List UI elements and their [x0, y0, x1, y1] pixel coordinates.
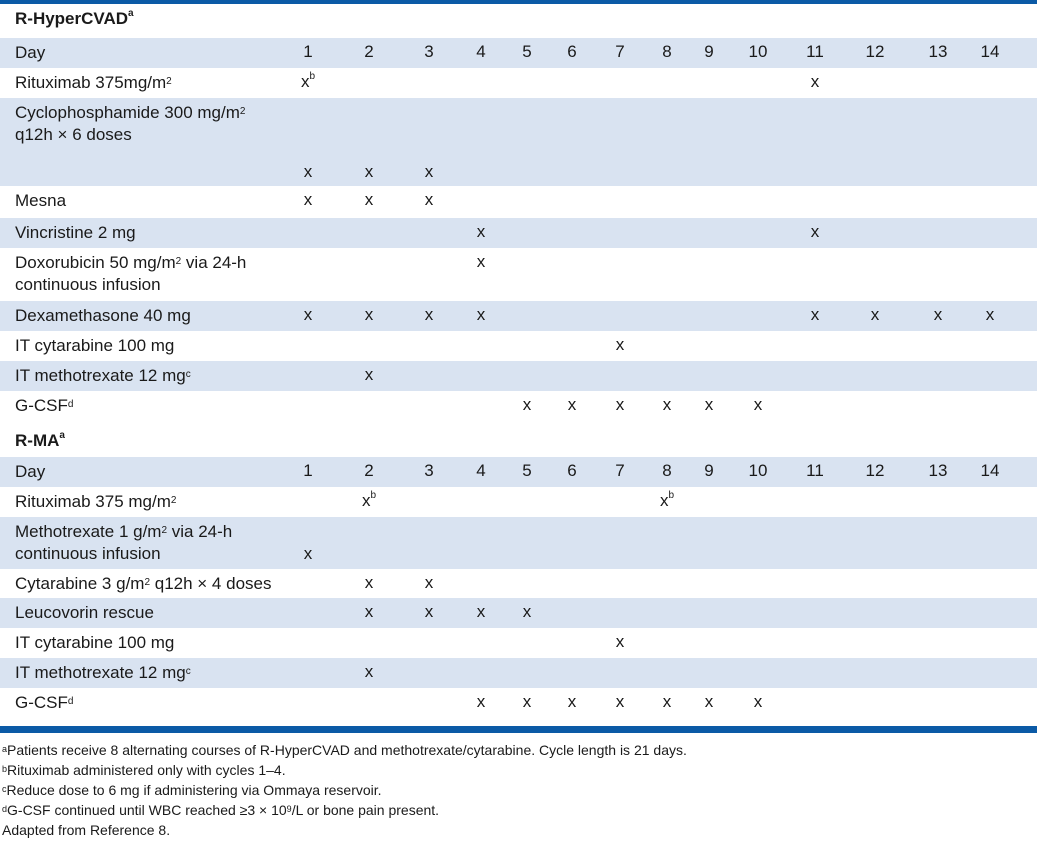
drug-label: IT methotrexate 12 $mg^c$ — [15, 366, 191, 385]
dose-mark: x — [476, 222, 486, 241]
dose-mark: $x^b$ — [300, 71, 316, 91]
drug-label: Methotrexate 1 $g/m^2$ via 24-h continuous infusion — [15, 522, 233, 563]
day-number: 6 — [567, 461, 577, 480]
section-title-text: R-HyperCVAD — [15, 9, 129, 28]
dose-mark: x — [424, 162, 434, 181]
footnote-marker: b — [2, 764, 8, 774]
dose-mark: x — [810, 305, 820, 324]
dose-mark: x — [810, 72, 820, 91]
superscript: 2 — [175, 256, 182, 267]
drug-label: Rituximab $375mg/m^2$ — [15, 73, 172, 92]
footnote: $^c$Reduce dose to 6 mg if administering via Ommaya reservoir. — [2, 782, 382, 798]
drug-label: Rituximab 375 $mg/m^2$ — [15, 492, 177, 511]
day-number: 13 — [928, 42, 948, 61]
day-header-row — [0, 457, 1037, 487]
dose-mark: x — [476, 305, 486, 324]
drug-label: Leucovorin rescue — [15, 603, 154, 622]
table-row — [0, 331, 1037, 361]
superscript: d — [67, 696, 74, 707]
section-title-text: R-MA — [15, 431, 60, 450]
dose-mark: x — [303, 544, 313, 563]
table-row — [0, 688, 1037, 722]
footnote-marker: a — [2, 744, 8, 754]
superscript: d — [67, 399, 74, 410]
dose-mark: x — [424, 190, 434, 209]
dose-mark: x — [615, 395, 625, 414]
table-row — [0, 218, 1037, 248]
dose-mark: x — [615, 692, 625, 711]
footnote-marker: c — [2, 784, 7, 794]
drug-label: Cytarabine 3 $g/m^2$ q12h × 4 doses — [15, 574, 272, 593]
dose-mark: x — [364, 365, 374, 384]
dose-mark: x — [704, 395, 714, 414]
day-number: 11 — [806, 461, 824, 480]
footnote-marker: a — [59, 430, 65, 441]
table-row — [0, 628, 1037, 658]
footnote-marker: d — [2, 804, 8, 814]
drug-label: IT methotrexate 12 $mg^c$ — [15, 663, 191, 682]
drug-label: Doxorubicin 50 $mg/m^2$ via 24-h continuous infusion — [15, 253, 247, 294]
footnote: Adapted from Reference 8. — [2, 822, 171, 838]
table-row — [0, 68, 1037, 98]
dose-mark: x — [662, 692, 672, 711]
table-row — [0, 186, 1037, 218]
day-number: 8 — [662, 461, 672, 480]
day-number: 9 — [704, 42, 714, 61]
dose-mark: x — [985, 305, 995, 324]
dose-mark: x — [753, 692, 763, 711]
drug-label: IT cytarabine 100 mg — [15, 336, 175, 355]
footnote-marker: b — [370, 490, 377, 501]
dose-mark: x — [870, 305, 880, 324]
drug-label: G-CSF$^d$ — [15, 693, 74, 712]
table-row — [0, 487, 1037, 517]
dose-mark: x — [567, 395, 577, 414]
day-number: 4 — [476, 42, 486, 61]
table-row — [0, 98, 1037, 186]
day-number: 14 — [980, 461, 1000, 480]
table-row — [0, 391, 1037, 422]
day-header-row — [0, 38, 1037, 68]
table-row — [0, 248, 1037, 301]
drug-label: Vincristine 2 mg — [15, 223, 136, 242]
dose-mark: x — [364, 662, 374, 681]
day-number: 4 — [476, 461, 486, 480]
dose-mark: x — [933, 305, 943, 324]
dose-mark: x — [303, 190, 313, 209]
day-number: 12 — [865, 42, 885, 61]
day-label: Day — [15, 43, 46, 62]
bottom-rule — [0, 726, 1037, 733]
dose-mark: x — [303, 305, 313, 324]
superscript: c — [185, 666, 191, 677]
footnote: $^d$G-CSF continued until WBC reached $\ge 3 \times 10^9/L$ or bone pain present. — [2, 802, 440, 818]
dose-mark: x — [364, 190, 374, 209]
dose-mark: x — [364, 305, 374, 324]
day-number: 3 — [424, 461, 434, 480]
dose-mark: x — [753, 395, 763, 414]
dose-mark: $x^b$ — [361, 490, 377, 510]
day-number: 7 — [615, 461, 625, 480]
table-row — [0, 569, 1037, 598]
dose-mark: x — [615, 632, 625, 651]
superscript: 2 — [144, 577, 151, 588]
table-row — [0, 361, 1037, 391]
table-row — [0, 517, 1037, 569]
superscript: 9 — [286, 804, 292, 814]
day-number: 10 — [748, 461, 768, 480]
top-rule — [0, 0, 1037, 4]
drug-label: Mesna — [15, 191, 67, 210]
dose-mark: x — [424, 305, 434, 324]
footnote-marker: a — [128, 8, 134, 19]
superscript: 2 — [161, 525, 168, 536]
table-row — [0, 598, 1037, 628]
day-number: 1 — [303, 42, 313, 61]
superscript: 2 — [239, 106, 246, 117]
day-number: 3 — [424, 42, 434, 61]
dose-mark: x — [662, 395, 672, 414]
footnote: $^a$Patients receive 8 alternating courses of R-HyperCVAD and methotrexate/cytarabine. Cycle length is 21 days. — [2, 742, 687, 758]
day-number: 10 — [748, 42, 768, 61]
dose-mark: x — [522, 602, 532, 621]
drug-label: G-CSF$^d$ — [15, 396, 74, 415]
dose-mark: x — [424, 573, 434, 592]
dose-mark: x — [364, 602, 374, 621]
dose-mark: x — [704, 692, 714, 711]
dose-mark: x — [522, 395, 532, 414]
footnote-marker: b — [309, 71, 316, 82]
superscript: 2 — [166, 76, 172, 87]
table-row — [0, 658, 1037, 688]
dose-mark: x — [476, 602, 486, 621]
superscript: 2 — [170, 495, 177, 506]
dose-mark: x — [364, 573, 374, 592]
day-number: 13 — [928, 461, 948, 480]
section-title — [15, 431, 65, 451]
footnotes — [0, 740, 1037, 840]
dose-mark: x — [567, 692, 577, 711]
dose-mark: x — [810, 222, 820, 241]
table-row — [0, 301, 1037, 331]
day-number: 1 — [303, 461, 313, 480]
day-number: 7 — [615, 42, 625, 61]
superscript: c — [185, 369, 191, 380]
dose-mark: x — [522, 692, 532, 711]
dose-mark: x — [424, 602, 434, 621]
drug-label: IT cytarabine 100 mg — [15, 633, 175, 652]
day-number: 5 — [522, 461, 532, 480]
footnote: $^b$Rituximab administered only with cycles 1–4. — [2, 762, 286, 778]
day-number: 2 — [364, 42, 374, 61]
day-number: 12 — [865, 461, 885, 480]
dose-mark: x — [476, 692, 486, 711]
day-number: 5 — [522, 42, 532, 61]
footnote-marker: b — [668, 490, 675, 501]
day-number: 2 — [364, 461, 374, 480]
day-number: 6 — [567, 42, 577, 61]
dose-mark: x — [303, 162, 313, 181]
dose-mark: $x^b$ — [659, 490, 675, 510]
day-number: 9 — [704, 461, 714, 480]
dose-mark: x — [364, 162, 374, 181]
day-label: Day — [15, 462, 46, 481]
dose-mark: x — [615, 335, 625, 354]
dose-mark: x — [476, 252, 486, 271]
drug-label: Cyclophosphamide 300 $mg/m^2$ q12h × 6 doses — [15, 103, 246, 144]
day-number: 14 — [980, 42, 1000, 61]
day-number: 8 — [662, 42, 672, 61]
section-title — [15, 9, 134, 29]
day-number: 11 — [806, 42, 824, 61]
drug-label: Dexamethasone 40 mg — [15, 306, 191, 325]
